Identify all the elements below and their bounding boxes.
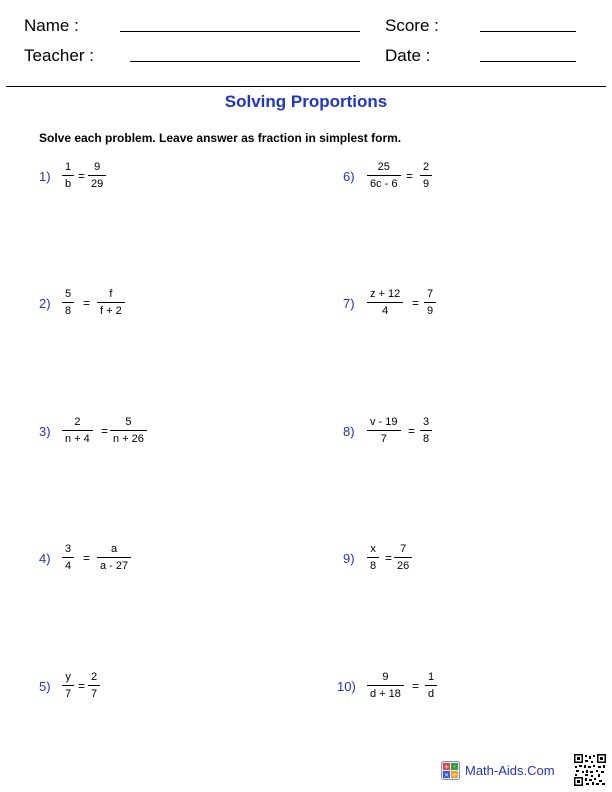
left-fraction — [367, 289, 403, 317]
equals-sign: = — [83, 296, 91, 310]
svg-text:×: × — [443, 771, 450, 779]
right-numerator: f — [109, 288, 113, 300]
equals-sign: = — [83, 551, 91, 565]
right-denominator: 29 — [91, 178, 104, 190]
left-denominator: 8 — [370, 560, 377, 572]
left-numerator: v - 19 — [370, 416, 398, 428]
right-denominator: f + 2 — [100, 305, 122, 317]
left-fraction — [62, 417, 93, 445]
equals-sign: = — [101, 424, 109, 438]
equals-sign: = — [385, 551, 393, 565]
right-fraction — [88, 162, 106, 190]
right-denominator: d — [428, 688, 435, 700]
problem-number: 2) — [39, 296, 51, 311]
problem-number: 4) — [39, 551, 51, 566]
problem-number: 7) — [343, 296, 355, 311]
right-numerator: 2 — [423, 161, 430, 173]
left-denominator: 8 — [65, 305, 72, 317]
right-numerator: 1 — [428, 671, 435, 683]
page-title: Solving Proportions — [224, 92, 388, 111]
date-field[interactable] — [480, 61, 576, 62]
right-numerator: 7 — [427, 288, 434, 300]
right-denominator: 9 — [427, 305, 434, 317]
right-fraction — [420, 162, 432, 190]
left-numerator: 25 — [377, 161, 390, 173]
right-fraction — [425, 672, 437, 700]
right-denominator: 9 — [423, 178, 430, 190]
left-fraction — [367, 162, 401, 190]
header-divider — [6, 86, 606, 87]
name-label: Name : — [24, 16, 79, 35]
left-fraction — [367, 672, 404, 700]
svg-text:÷: ÷ — [451, 771, 458, 779]
equals-sign: = — [406, 169, 414, 183]
right-denominator: 7 — [91, 688, 98, 700]
left-fraction — [62, 672, 74, 700]
left-fraction — [62, 544, 74, 572]
right-denominator: 8 — [423, 433, 430, 445]
svg-text:-: - — [453, 763, 456, 771]
right-numerator: 2 — [91, 671, 98, 683]
left-denominator: 4 — [65, 560, 72, 572]
problem-number: 6) — [343, 169, 355, 184]
left-denominator: 7 — [65, 688, 72, 700]
left-numerator: 3 — [65, 543, 72, 555]
left-fraction — [367, 417, 401, 445]
equals-sign: = — [78, 679, 86, 693]
left-numerator: 5 — [65, 288, 72, 300]
right-numerator: 7 — [400, 543, 407, 555]
left-denominator: b — [65, 178, 72, 190]
problem-number: 5) — [39, 679, 51, 694]
right-fraction — [88, 672, 100, 700]
name-field[interactable] — [120, 31, 360, 32]
right-fraction — [97, 544, 131, 572]
right-fraction — [110, 417, 147, 445]
qr-code-icon — [574, 754, 606, 786]
left-numerator: 1 — [65, 161, 72, 173]
left-denominator: d + 18 — [370, 688, 401, 700]
left-denominator: n + 4 — [65, 433, 90, 445]
right-denominator: n + 26 — [113, 433, 144, 445]
left-numerator: 2 — [74, 416, 81, 428]
right-fraction — [420, 417, 432, 445]
left-denominator: 6c - 6 — [370, 178, 398, 190]
equals-sign: = — [78, 169, 86, 183]
right-numerator: 5 — [125, 416, 132, 428]
left-denominator: 7 — [380, 433, 387, 445]
svg-text:+: + — [443, 763, 450, 771]
left-numerator: y — [65, 671, 71, 683]
instructions: Solve each problem. Leave answer as fraction in simplest form. — [39, 131, 402, 145]
left-numerator: x — [370, 543, 376, 555]
problem-number: 9) — [343, 551, 355, 566]
equals-sign: = — [412, 679, 420, 693]
teacher-field[interactable] — [130, 61, 360, 62]
left-fraction — [62, 162, 74, 190]
right-numerator: 9 — [94, 161, 101, 173]
equals-sign: = — [408, 424, 416, 438]
left-fraction — [62, 289, 74, 317]
problem-number: 8) — [343, 424, 355, 439]
problem-number: 10) — [337, 679, 356, 694]
date-label: Date : — [385, 46, 431, 65]
problem-number: 3) — [39, 424, 51, 439]
right-denominator: a - 27 — [100, 560, 129, 572]
right-denominator: 26 — [397, 560, 410, 572]
brand-link[interactable]: Math-Aids.Com — [465, 763, 555, 778]
score-field[interactable] — [480, 31, 576, 32]
left-numerator: z + 12 — [370, 288, 401, 300]
problem-number: 1) — [39, 169, 51, 184]
right-fraction — [394, 544, 412, 572]
right-numerator: 3 — [423, 416, 430, 428]
teacher-label: Teacher : — [24, 46, 94, 65]
equals-sign: = — [412, 296, 420, 310]
left-denominator: 4 — [382, 305, 389, 317]
right-fraction — [97, 289, 125, 317]
left-numerator: 9 — [382, 671, 389, 683]
left-fraction — [367, 544, 379, 572]
right-numerator: a — [111, 543, 118, 555]
calculator-icon — [441, 761, 460, 780]
score-label: Score : — [385, 16, 439, 35]
right-fraction — [424, 289, 436, 317]
